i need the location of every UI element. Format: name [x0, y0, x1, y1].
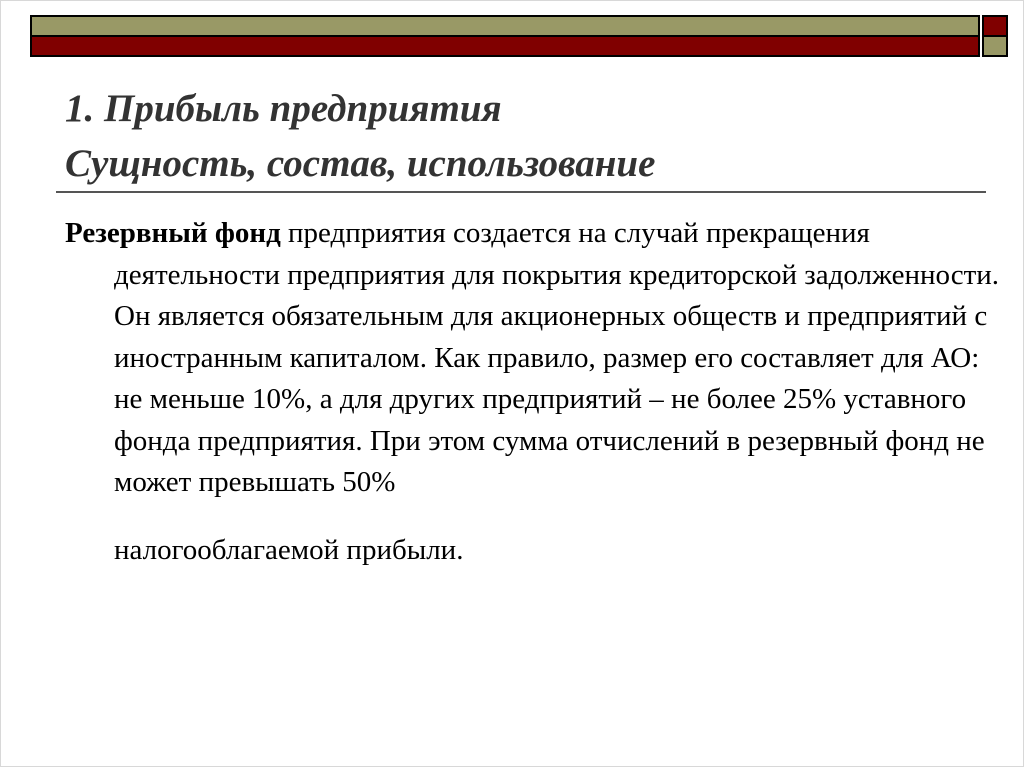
- header-square-olive: [982, 37, 1008, 57]
- header-bar-maroon: [30, 37, 980, 57]
- body-paragraph: [65, 213, 1014, 571]
- paragraph-tail: налогооблагаемой прибыли.: [114, 533, 464, 566]
- slide-title: [65, 81, 655, 191]
- header-square-maroon: [982, 15, 1008, 37]
- slide-title-line-1: 1. Прибыль предприятия: [65, 87, 502, 130]
- header-bar-olive: [30, 15, 980, 37]
- slide-title-line-2: Сущность, состав, использование: [65, 142, 656, 185]
- paragraph-text: предприятия создается на случай прекращения деятельности предприятия для покрытия кредиторской задолженности. Он является обязательным для акционерных обществ и предприятий с иностранным капиталом. Как правило, размер его составляет для АО: не меньше 10%, а для других предприятий – не более 25% уставного фонда предприятия. При этом сумма отчислений в резервный фонд не может превышать 50%: [114, 217, 1000, 498]
- title-divider: [56, 191, 986, 193]
- term-reserve-fund: Резервный фонд: [65, 217, 281, 249]
